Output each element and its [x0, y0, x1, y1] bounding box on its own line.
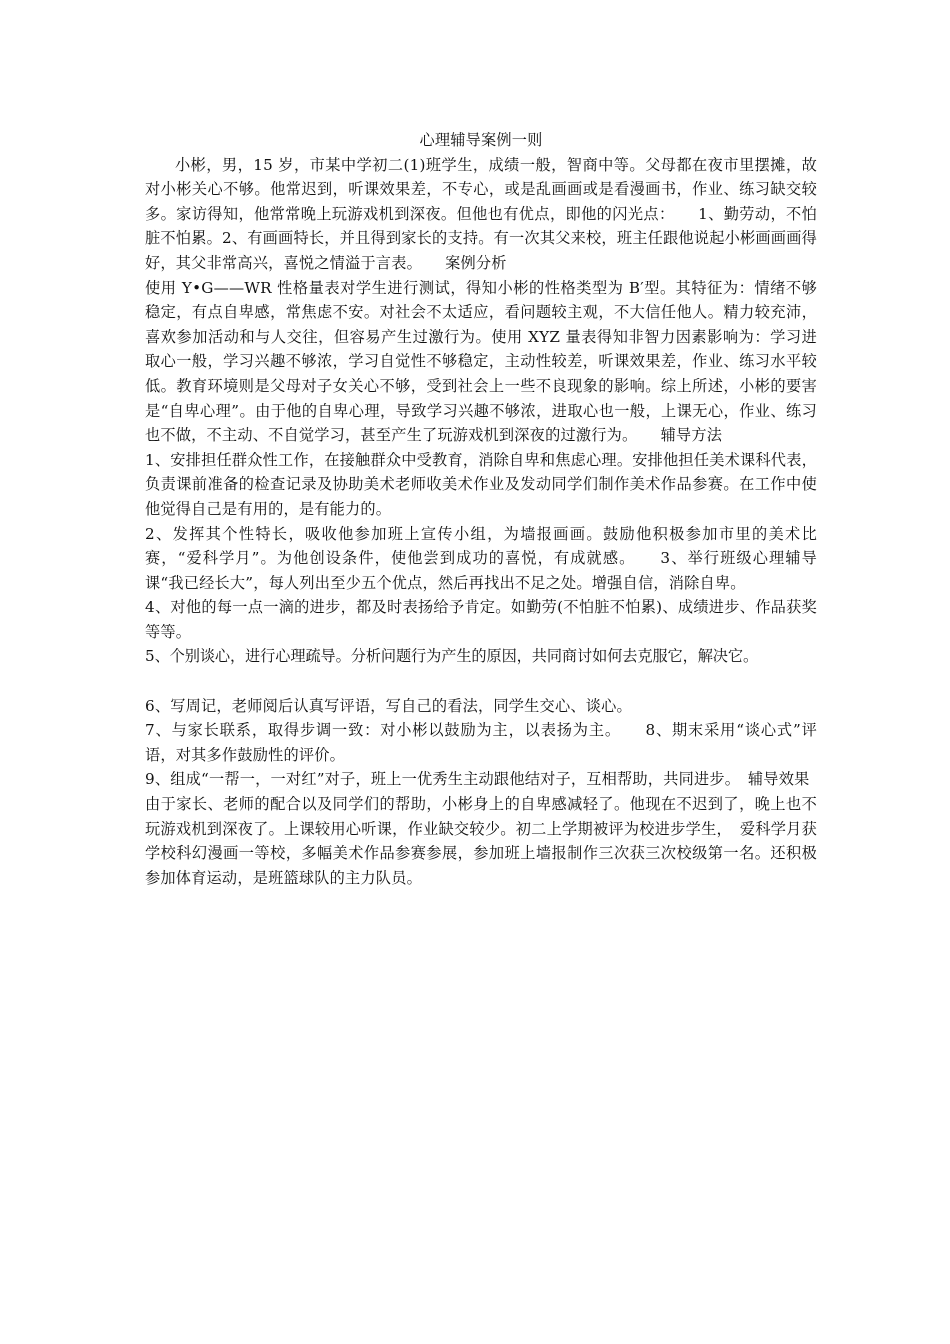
document-page	[145, 128, 817, 890]
method-item-7-8: 7、与家长联系，取得步调一致：对小彬以鼓励为主，以表扬为主。 8、期末采用“谈心式”评语，对其多作鼓励性的评价。	[145, 721, 817, 764]
case-analysis-paragraph: 使用 Y•G——WR 性格量表对学生进行测试，得知小彬的性格类型为 B′型。其特征为：情绪不够稳定，有点自卑感，常焦虑不安。对社会不太适应，看问题较主观，不大信任他人。精力较充沛，喜欢参加活动和与人交往，但容易产生过激行为。使用 XYZ 量表得知非智力因素影响为：学习进取心一般，学习兴趣不够浓，学习自觉性不够稳定，主动性较差，听课效果差，作业、练习水平较低。教育环境则是父母对子女关心不够，受到社会上一些不良现象的影响。综上所述，小彬的要害是“自卑心理”。由于他的自卑心理，导致学习兴趣不够浓，进取心也一般，上课无心，作业、练习也不做，不主动、不自觉学习，甚至产生了玩游戏机到深夜的过激行为。 辅导方法	[145, 278, 817, 445]
method-item-4: 4、对他的每一点一滴的进步，都及时表扬给予肯定。如勤劳(不怕脏不怕累)、成绩进步、作品获奖等等。	[145, 598, 817, 641]
method-item-5: 5、个别谈心，进行心理疏导。分析问题行为产生的原因，共同商讨如何去克服它，解决它。	[145, 647, 759, 666]
blank-line	[145, 669, 817, 694]
case-background-paragraph: 小彬，男，15 岁，市某中学初二(1)班学生，成绩一般，智商中等。父母都在夜市里摆摊，故对小彬关心不够。他常迟到，听课效果差，不专心，或是乱画画或是看漫画书，作业、练习缺交较多。家访得知，他常常晚上玩游戏机到深夜。但他也有优点，即他的闪光点： 1、勤劳动，不怕脏不怕累。2、有画画特长，并且得到家长的支持。有一次其父来校，班主任跟他说起小彬画画画得好，其父非常高兴，喜悦之情溢于言表。 案例分析	[145, 155, 817, 272]
method-item-1: 1、安排担任群众性工作，在接触群众中受教育，消除自卑和焦虑心理。安排他担任美术课科代表，负责课前准备的检查记录及协助美术老师收美术作业及发动同学们制作美术作品参赛。在工作中使他觉得自己是有用的，是有能力的。	[145, 450, 817, 518]
method-item-2-3: 2、发挥其个性特长，吸收他参加班上宣传小组，为墙报画画。鼓励他积极参加市里的美术比赛，“爱科学月”。为他创设条件，使他尝到成功的喜悦，有成就感。 3、举行班级心理辅导课“我已经长大”，每人列出至少五个优点，然后再找出不足之处。增强自信，消除自卑。	[145, 524, 817, 592]
method-item-6: 6、写周记，老师阅后认真写评语，写自己的看法，同学生交心、谈心。	[145, 696, 632, 715]
outcome-paragraph: 由于家长、老师的配合以及同学们的帮助，小彬身上的自卑感减轻了。他现在不迟到了，晚上也不玩游戏机到深夜了。上课较用心听课，作业缺交较少。初二上学期被评为校进步学生， 爱科学月获学校科幻漫画一等校，多幅美术作品参赛参展，参加班上墙报制作三次获三次校级第一名。还积极参加体育运动，是班篮球队的主力队员。	[145, 795, 817, 887]
document-title: 心理辅导案例一则	[419, 131, 543, 149]
method-item-9: 9、组成“一帮一，一对红”对子，班上一优秀生主动跟他结对子，互相帮助，共同进步。 辅导效果	[145, 770, 810, 789]
